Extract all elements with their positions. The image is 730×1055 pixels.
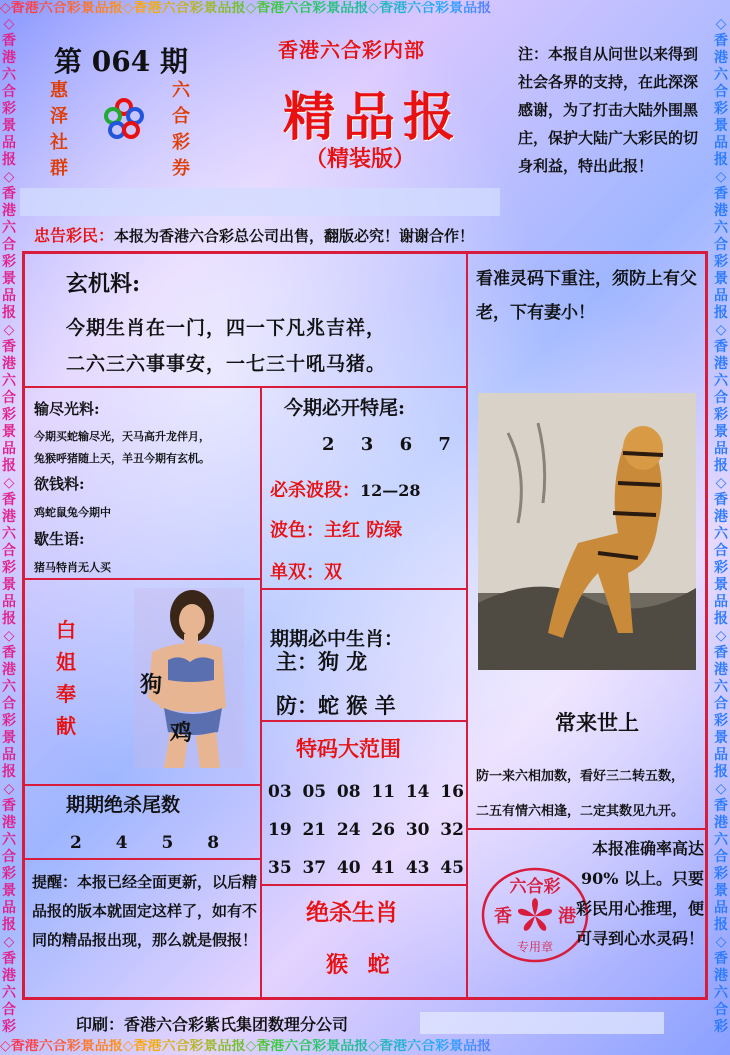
sheng-title: 歇生语: bbox=[34, 530, 85, 548]
range-row bbox=[268, 858, 464, 878]
border-right-text: ◇香港六合彩景品报◇香港六合彩景品报◇香港六合彩景品报◇香港六合彩景品报◇香港六合彩景品报◇香港六合彩景品报◇香港六合彩 bbox=[714, 16, 728, 1035]
range-number: 40 bbox=[336, 858, 361, 878]
header-top-line: 香港六合彩内部 bbox=[278, 38, 425, 62]
range-row bbox=[268, 782, 464, 802]
seal-bottom-text: 专用章 bbox=[516, 940, 554, 954]
divider bbox=[22, 784, 262, 786]
kill-wave-row bbox=[270, 476, 421, 502]
kill-wave-label: 必杀波段： bbox=[270, 480, 360, 501]
range-number: 32 bbox=[440, 820, 464, 840]
range-number: 14 bbox=[405, 782, 430, 802]
divider bbox=[260, 588, 468, 590]
header-band bbox=[20, 188, 500, 216]
seal-top-text: 六合彩 bbox=[509, 877, 561, 897]
range-number: 24 bbox=[336, 820, 361, 840]
chang-title: 常来世上 bbox=[555, 710, 639, 735]
shu-title: 输尽光料: bbox=[34, 400, 100, 418]
tail-kill-numbers: 2 4 5 8 bbox=[70, 833, 220, 853]
print-band bbox=[420, 1012, 664, 1034]
range-number: 37 bbox=[302, 858, 327, 878]
chang-line-2: 二五有情六相逢，二定其数见九开。 bbox=[476, 804, 685, 819]
reminder-text: 提醒：本报已经全面更新，以后精品报的版本就固定这样了，如有不同的精品报出现，那么就是假报！ bbox=[32, 873, 258, 949]
divider bbox=[466, 828, 708, 830]
page-title: 精品报 bbox=[283, 87, 464, 148]
range-number: 11 bbox=[371, 782, 396, 802]
xuanji-line-2: 二六三六事事安，一七三十吼马猪。 bbox=[66, 353, 387, 375]
range-number: 26 bbox=[371, 820, 396, 840]
divider bbox=[260, 720, 468, 722]
top-right-verse: 看准灵码下重注，须防上有父老，下有妻小！ bbox=[476, 269, 697, 323]
tail-kill-title: 期期绝杀尾数 bbox=[66, 794, 181, 816]
range-row bbox=[268, 820, 464, 840]
side-column-left: 惠泽社群 bbox=[50, 80, 68, 179]
warning-line bbox=[34, 223, 474, 246]
bauhinia-icon bbox=[517, 898, 553, 932]
range-number: 30 bbox=[405, 820, 430, 840]
every-guard-zodiac: 防：蛇 猴 羊 bbox=[276, 693, 396, 718]
divider bbox=[260, 884, 468, 886]
warning-label: 忠告彩民： bbox=[34, 226, 115, 245]
kill-zodiac-values: 猴 蛇 bbox=[326, 952, 396, 978]
header-notice: 注：本报自从问世以来得到社会各界的支持，在此深深感谢，为了打击大陆外围黑庄，保护大陆广大彩民的切身利益，特出此报！ bbox=[518, 45, 699, 175]
chang-line-1: 防一来六相加数，看好三二转五数， bbox=[476, 769, 685, 784]
printer-line: 印刷：香港六合彩紫氏集团数理分公司 bbox=[76, 1015, 349, 1034]
divider bbox=[22, 578, 262, 580]
divider bbox=[22, 386, 468, 388]
divider bbox=[466, 251, 468, 1000]
must-open-numbers: 2 3 6 7 bbox=[322, 434, 461, 455]
kill-zodiac-title: 绝杀生肖 bbox=[306, 899, 398, 926]
every-main-zodiac: 主：狗 龙 bbox=[276, 649, 368, 674]
qian-text: 鸡蛇鼠兔今期中 bbox=[34, 506, 111, 519]
must-open-title: 今期必开特尾: bbox=[284, 397, 406, 419]
tiger-painting bbox=[478, 393, 696, 670]
vertical-slogan: 白姐奉献 bbox=[56, 618, 76, 738]
side-column-right: 六合彩券 bbox=[172, 80, 190, 179]
range-number: 05 bbox=[302, 782, 327, 802]
range-number: 43 bbox=[405, 858, 430, 878]
shu-line-1: 今期买蛇输尽光，天马高升龙伴月， bbox=[34, 430, 210, 443]
range-number: 21 bbox=[302, 820, 327, 840]
seal-right-text: 港 bbox=[558, 906, 576, 927]
border-top-text: ◇香港六合彩景品报◇香港六合彩景品报◇香港六合彩景品报◇香港六合彩景品报 bbox=[0, 1, 730, 16]
range-title: 特码大范围 bbox=[296, 736, 401, 761]
xuanji-line-1: 今期生肖在一门，四一下凡兆吉祥， bbox=[66, 317, 387, 339]
range-number: 41 bbox=[371, 858, 396, 878]
range-number: 03 bbox=[268, 782, 292, 802]
border-left-text: ◇香港六合彩景品报◇香港六合彩景品报◇香港六合彩景品报◇香港六合彩景品报◇香港六合彩景品报◇香港六合彩景品报◇香港六合彩 bbox=[2, 16, 16, 1035]
xuanji-title: 玄机料: bbox=[66, 271, 141, 297]
page-subtitle: （精装版） bbox=[305, 146, 416, 172]
range-number: 08 bbox=[336, 782, 361, 802]
range-number: 35 bbox=[268, 858, 292, 878]
lottery-logo-icon bbox=[103, 98, 145, 140]
divider bbox=[22, 858, 262, 860]
kill-wave-value: 12—28 bbox=[360, 481, 421, 500]
warning-text: 本报为香港六合彩总公司出售，翻版必究！谢谢合作！ bbox=[114, 227, 475, 245]
issue-number: 第 064 期 bbox=[54, 45, 188, 78]
accuracy-text: 本报准确率高达 90% 以上。只要彩民用心推理，便可寻到心水灵码！ bbox=[575, 839, 704, 948]
divider bbox=[260, 386, 262, 1000]
range-number: 45 bbox=[440, 858, 464, 878]
odd-even-row: 单双：双 bbox=[270, 562, 342, 583]
girl-zodiac-2: 鸡 bbox=[170, 720, 193, 746]
sheng-text: 猪马特肖无人买 bbox=[34, 561, 111, 574]
qian-title: 欲钱料: bbox=[34, 475, 85, 493]
border-bottom-text: ◇香港六合彩景品报◇香港六合彩景品报◇香港六合彩景品报◇香港六合彩景品报 bbox=[0, 1039, 730, 1054]
range-number: 16 bbox=[440, 782, 464, 802]
range-number: 19 bbox=[268, 820, 292, 840]
girl-zodiac-1: 狗 bbox=[140, 672, 163, 698]
shu-line-2: 兔猴呼猪随上天，羊丑今期有玄机。 bbox=[34, 452, 210, 465]
wave-color-row: 波色：主红 防绿 bbox=[270, 520, 403, 541]
seal-left-text: 香 bbox=[494, 906, 512, 927]
every-issue-title: 期期必中生肖： bbox=[270, 628, 404, 650]
